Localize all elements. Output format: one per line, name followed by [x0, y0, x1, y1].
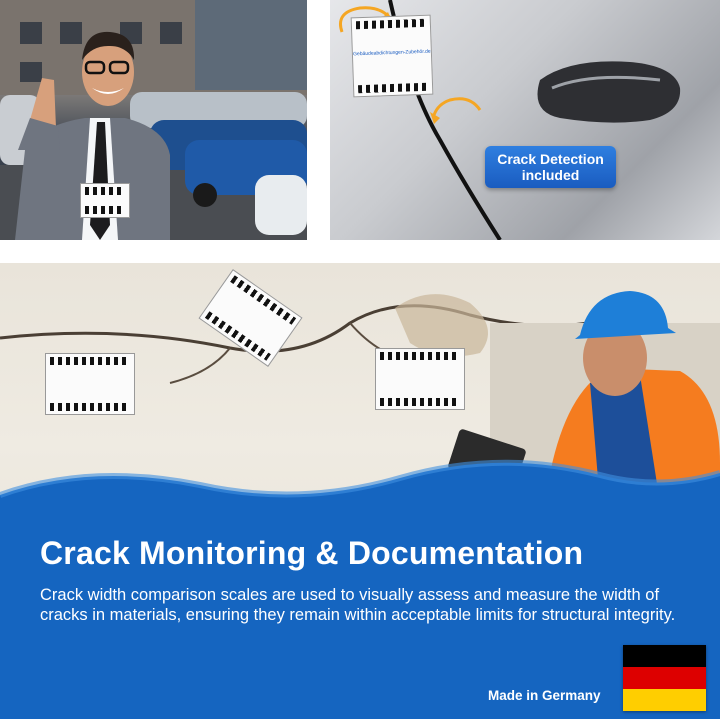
car-door-photo	[330, 0, 720, 240]
scale-card-on-door	[351, 15, 434, 98]
crack-detection-badge	[485, 146, 616, 188]
banner-description: Crack width comparison scales are used to visually assess and measure the width of cracks in materials, ensuring they remain within acceptable limits for structural integrity.	[40, 586, 676, 624]
scale-card-left	[45, 353, 135, 415]
badge-line-1: Crack Detection	[497, 151, 604, 167]
scale-card-in-hand	[80, 183, 130, 218]
badge-line-2: included	[521, 167, 580, 183]
card-brand-text: Gebäudeabdichtungen-Zubehör.de	[353, 48, 431, 58]
hard-hat	[575, 291, 676, 339]
door-handle	[538, 61, 681, 122]
banner-headline: Crack Monitoring & Documentation	[40, 535, 584, 571]
businessman-photo	[0, 0, 307, 240]
made-in-germany-label: Made in Germany	[488, 688, 601, 703]
wall-crack-panel	[0, 263, 720, 719]
scale-card-right	[375, 348, 465, 410]
germany-flag-icon	[623, 645, 706, 711]
wall-crack-scene	[0, 263, 720, 719]
arrow-bottom-icon	[434, 99, 480, 115]
businessman-scene	[0, 0, 307, 240]
